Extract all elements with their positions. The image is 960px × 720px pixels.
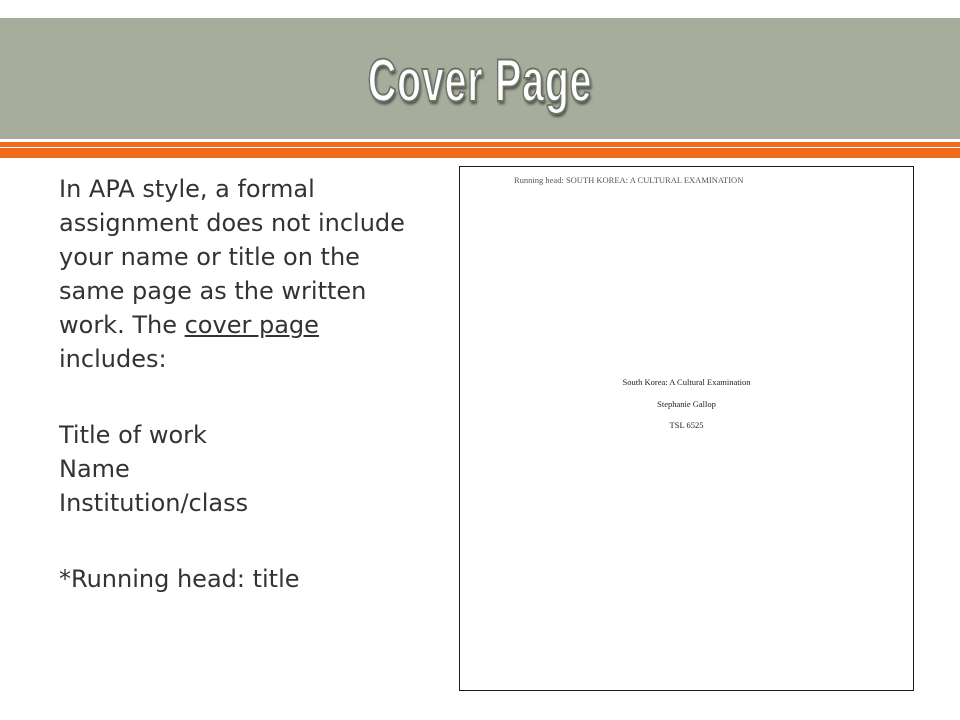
intro-text: In APA style, a formal assignment does not include your name or title on the same page as the written work. The	[59, 175, 405, 339]
cover-page-link[interactable]: cover page	[184, 311, 319, 339]
body-text	[59, 172, 409, 596]
title-bar	[0, 18, 960, 139]
accent-line-top	[0, 142, 960, 147]
list-item-title: Title of work	[59, 421, 207, 449]
intro-paragraph	[59, 172, 409, 376]
doc-author: Stephanie Gallop	[657, 399, 716, 409]
running-head-note: *Running head: title	[59, 565, 300, 593]
list-item-institution: Institution/class	[59, 489, 249, 517]
doc-course: TSL 6525	[669, 420, 704, 430]
slide-title: Cover Page	[367, 47, 593, 114]
intro-text-end: includes:	[59, 345, 167, 373]
cover-page-image	[459, 166, 914, 691]
doc-title: South Korea: A Cultural Examination	[622, 377, 751, 387]
accent-line-bottom	[0, 148, 960, 158]
doc-running-head: Running head: SOUTH KOREA: A CULTURAL EXAMINATION	[514, 175, 744, 185]
list-item-name: Name	[59, 455, 130, 483]
